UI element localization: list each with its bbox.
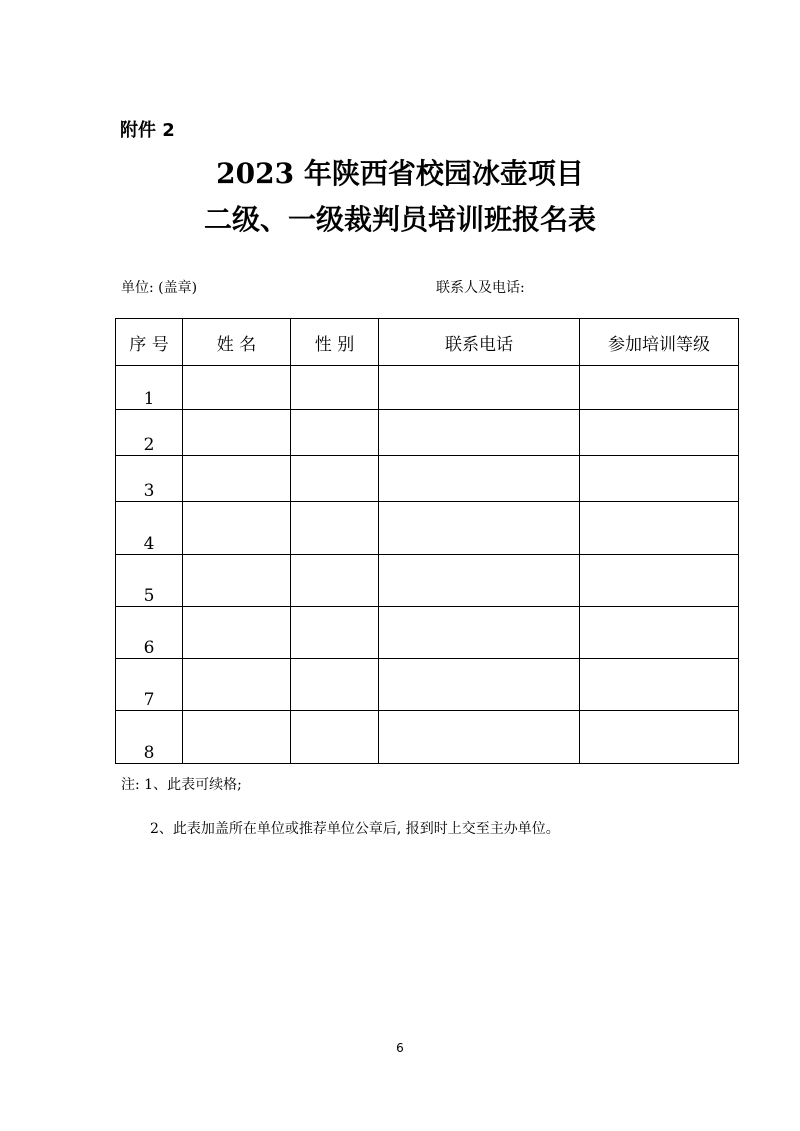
phone-cell[interactable] bbox=[379, 607, 580, 659]
attachment-label: 附件 2 bbox=[120, 120, 175, 141]
training-level-cell[interactable] bbox=[580, 659, 739, 711]
name-cell[interactable] bbox=[183, 366, 291, 410]
name-cell[interactable] bbox=[183, 410, 291, 456]
phone-cell[interactable] bbox=[379, 410, 580, 456]
gender-cell[interactable] bbox=[291, 607, 379, 659]
contact-label: 联系人及电话: bbox=[436, 280, 525, 296]
training-level-cell[interactable] bbox=[580, 711, 739, 764]
table-row bbox=[116, 659, 739, 711]
registration-table bbox=[115, 318, 739, 764]
gender-cell[interactable] bbox=[291, 555, 379, 607]
gender-cell[interactable] bbox=[291, 711, 379, 764]
phone-cell[interactable] bbox=[379, 456, 580, 502]
gender-cell[interactable] bbox=[291, 502, 379, 555]
document-title-line1: 2023 年陕西省校园冰壶项目 bbox=[216, 157, 584, 190]
header-gender: 性 别 bbox=[291, 319, 379, 366]
unit-label: 单位: (盖章) bbox=[121, 280, 198, 296]
training-level-cell[interactable] bbox=[580, 502, 739, 555]
row-number: 2 bbox=[116, 410, 183, 456]
gender-cell[interactable] bbox=[291, 456, 379, 502]
header-training-level: 参加培训等级 bbox=[580, 319, 739, 366]
table-row bbox=[116, 607, 739, 659]
row-number: 1 bbox=[116, 366, 183, 410]
row-number: 8 bbox=[116, 711, 183, 764]
table-row bbox=[116, 410, 739, 456]
table-row bbox=[116, 711, 739, 764]
table-row bbox=[116, 502, 739, 555]
row-number: 7 bbox=[116, 659, 183, 711]
row-number: 5 bbox=[116, 555, 183, 607]
row-number: 3 bbox=[116, 456, 183, 502]
table-row bbox=[116, 366, 739, 410]
note-1: 注: 1、此表可续格; bbox=[121, 777, 242, 793]
training-level-cell[interactable] bbox=[580, 607, 739, 659]
row-number: 6 bbox=[116, 607, 183, 659]
name-cell[interactable] bbox=[183, 456, 291, 502]
name-cell[interactable] bbox=[183, 659, 291, 711]
gender-cell[interactable] bbox=[291, 659, 379, 711]
name-cell[interactable] bbox=[183, 711, 291, 764]
gender-cell[interactable] bbox=[291, 410, 379, 456]
header-phone: 联系电话 bbox=[379, 319, 580, 366]
name-cell[interactable] bbox=[183, 607, 291, 659]
header-serial: 序 号 bbox=[116, 319, 183, 366]
phone-cell[interactable] bbox=[379, 711, 580, 764]
training-level-cell[interactable] bbox=[580, 366, 739, 410]
note-2: 2、此表加盖所在单位或推荐单位公章后, 报到时上交至主办单位。 bbox=[150, 821, 560, 837]
table-row bbox=[116, 456, 739, 502]
document-title-line2: 二级、一级裁判员培训班报名表 bbox=[203, 203, 596, 236]
training-level-cell[interactable] bbox=[580, 410, 739, 456]
training-level-cell[interactable] bbox=[580, 555, 739, 607]
training-level-cell[interactable] bbox=[580, 456, 739, 502]
phone-cell[interactable] bbox=[379, 502, 580, 555]
phone-cell[interactable] bbox=[379, 366, 580, 410]
row-number: 4 bbox=[116, 502, 183, 555]
page-number: 6 bbox=[396, 1041, 404, 1055]
table-header-row bbox=[116, 319, 739, 366]
header-name: 姓 名 bbox=[183, 319, 291, 366]
phone-cell[interactable] bbox=[379, 555, 580, 607]
phone-cell[interactable] bbox=[379, 659, 580, 711]
gender-cell[interactable] bbox=[291, 366, 379, 410]
table-row bbox=[116, 555, 739, 607]
name-cell[interactable] bbox=[183, 502, 291, 555]
name-cell[interactable] bbox=[183, 555, 291, 607]
